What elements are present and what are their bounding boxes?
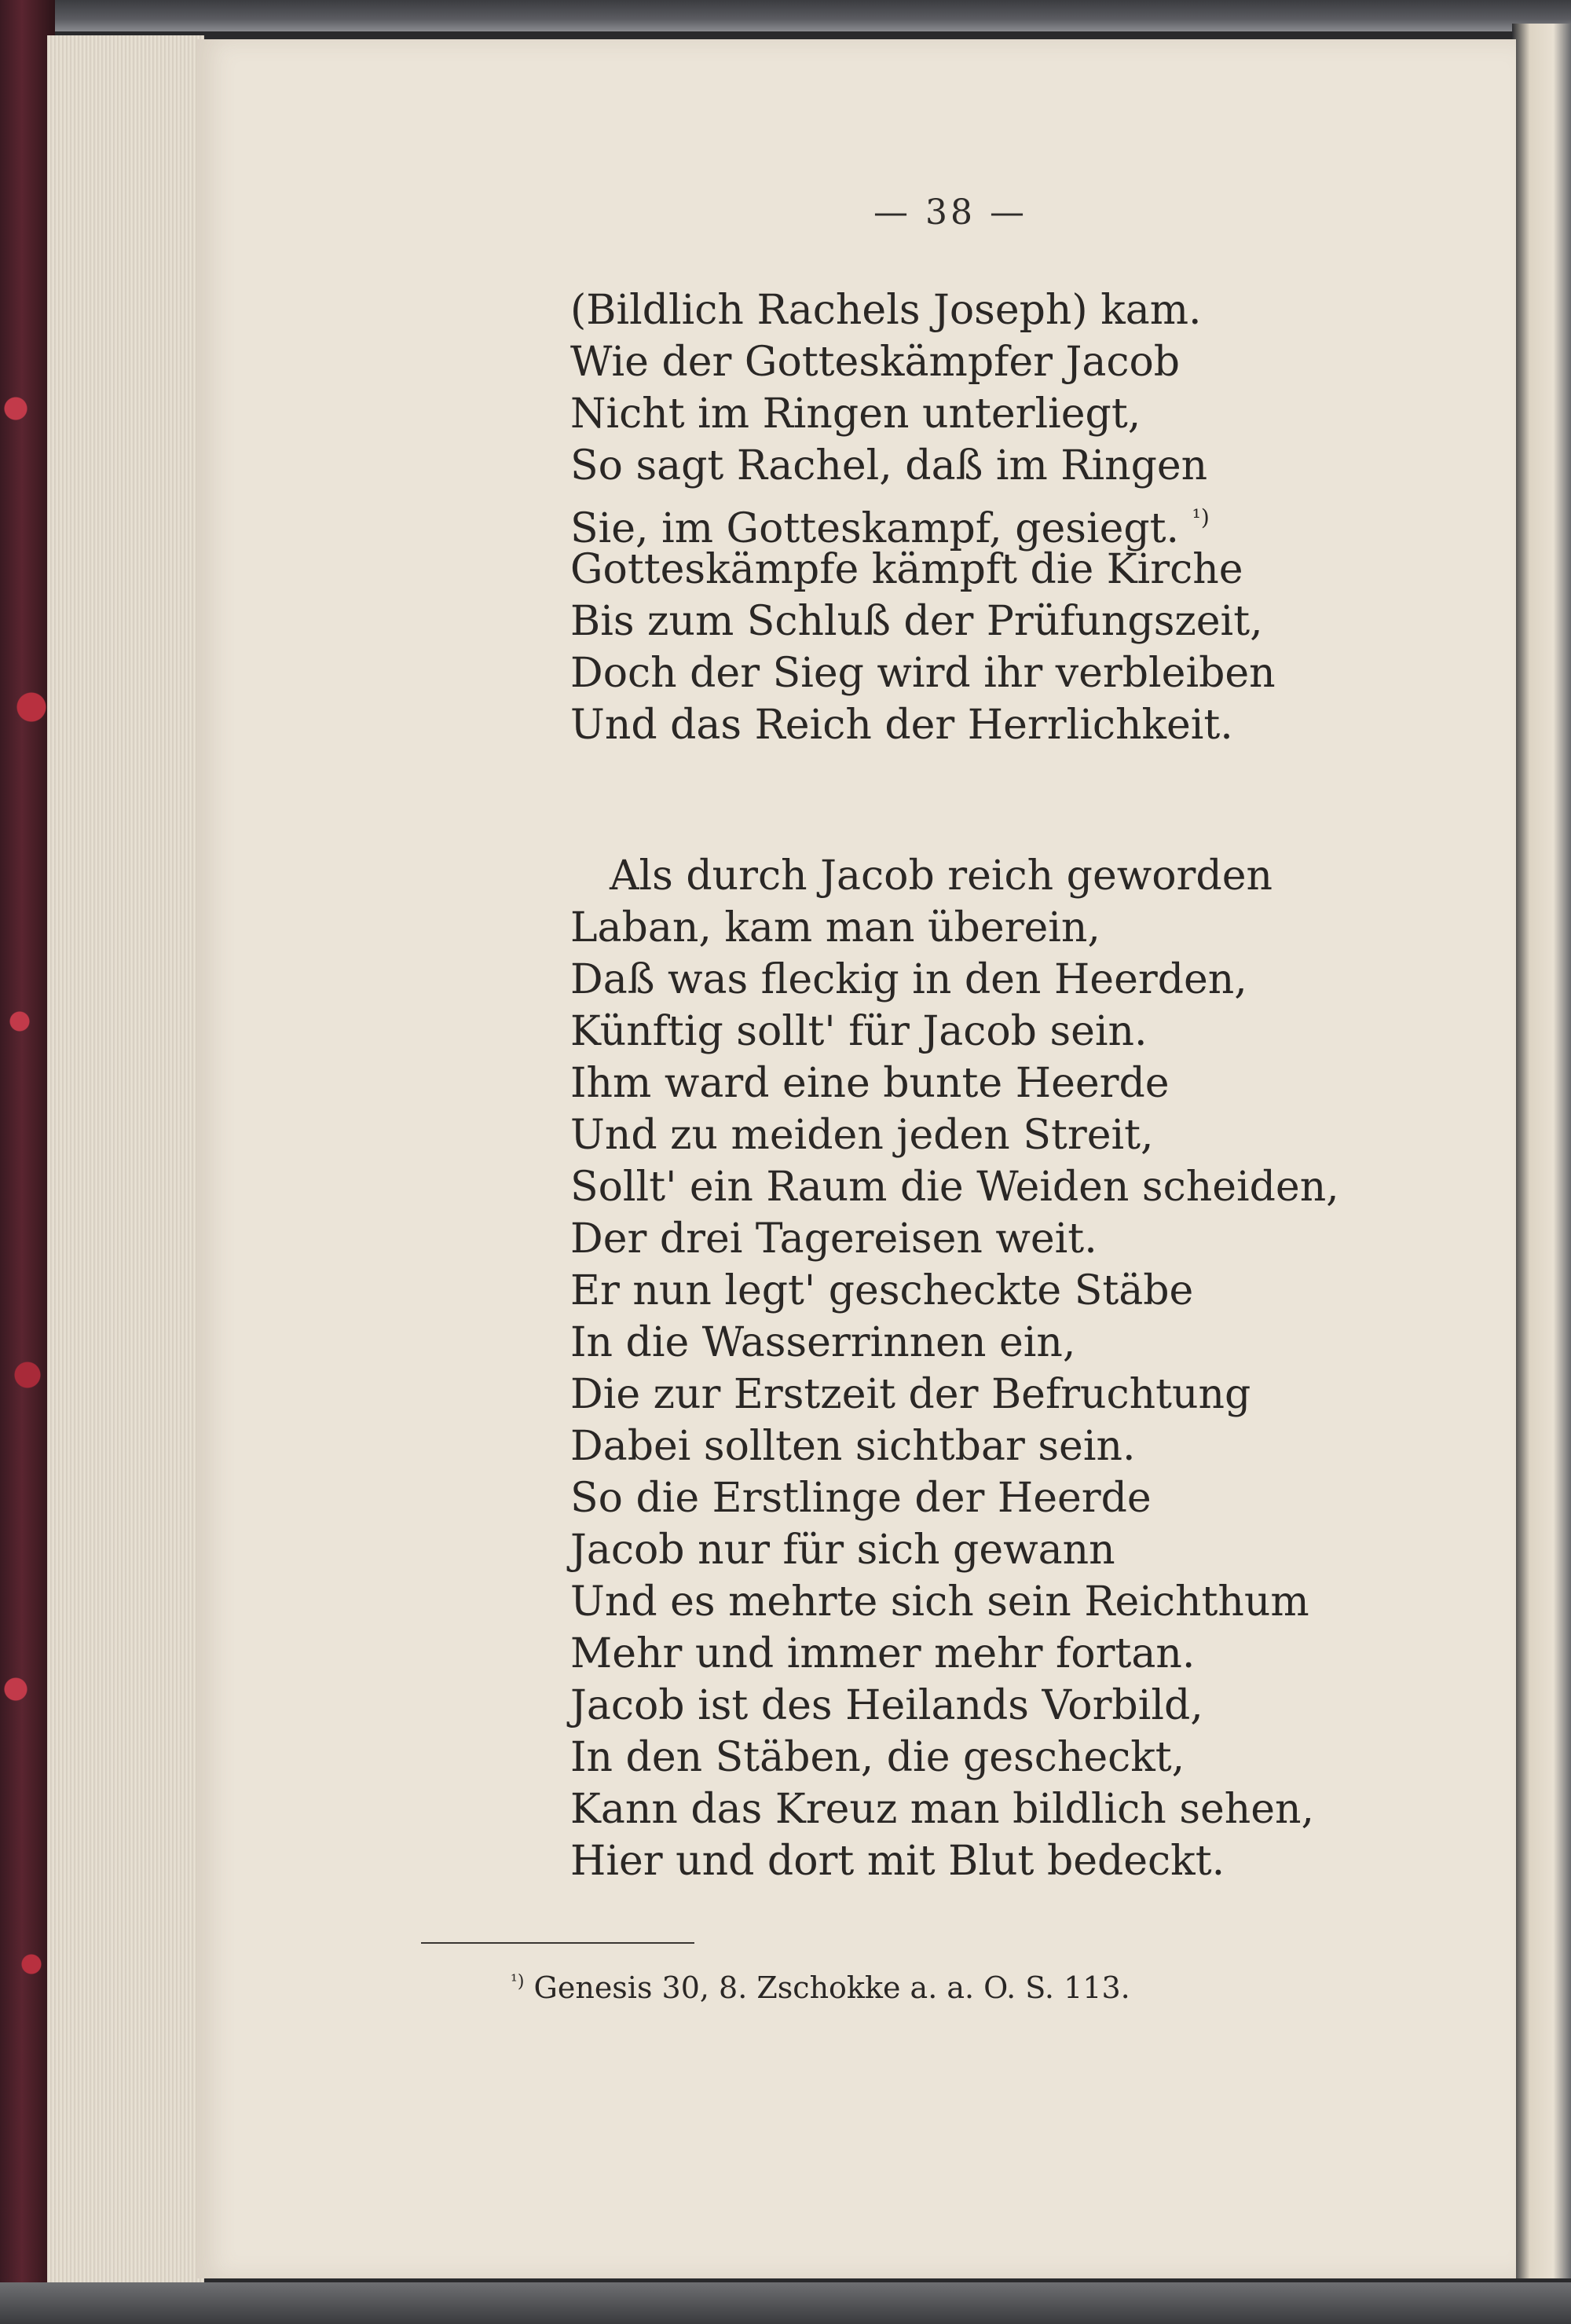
verse-line: In den Stäben, die gescheckt, xyxy=(570,1734,1185,1781)
book-bottom-edge xyxy=(0,2282,1571,2324)
footnote-reference: ¹) xyxy=(1192,504,1210,530)
page-number: — 38 — xyxy=(873,192,1027,233)
verse-line: Wie der Gotteskämpfer Jacob xyxy=(570,339,1181,386)
verse-line: Er nun legt' gescheckte Stäbe xyxy=(570,1267,1194,1314)
verse-line: So sagt Rachel, daß im Ringen xyxy=(570,442,1208,489)
verse-line: Sie, im Gotteskampf, gesiegt. xyxy=(570,505,1180,552)
verse-line: Dabei sollten sichtbar sein. xyxy=(570,1423,1136,1470)
verse-line: Hier und dort mit Blut bedeckt. xyxy=(570,1838,1225,1885)
verse-line: Laban, kam man überein, xyxy=(570,904,1100,951)
footnote xyxy=(511,1970,1130,2005)
verse-line: Und zu meiden jeden Streit, xyxy=(570,1112,1154,1159)
verse-line: Die zur Erstzeit der Befruchtung xyxy=(570,1371,1251,1418)
verse-line: Künftig sollt' für Jacob sein. xyxy=(570,1008,1148,1055)
footnote-divider xyxy=(421,1942,694,1944)
verse-line: Und das Reich der Herrlichkeit. xyxy=(570,702,1233,749)
verse-line: Bis zum Schluß der Prüfungszeit, xyxy=(570,598,1263,645)
verse-line: Jacob nur für sich gewann xyxy=(570,1527,1115,1574)
verse-line: Doch der Sieg wird ihr verbleiben xyxy=(570,650,1276,697)
verse-line: Mehr und immer mehr fortan. xyxy=(570,1630,1196,1677)
stanza-1 xyxy=(570,284,1276,751)
book-top-edge xyxy=(0,0,1571,31)
verse-line: Sollt' ein Raum die Weiden scheiden, xyxy=(570,1164,1339,1211)
verse-line: So die Erstlinge der Heerde xyxy=(570,1475,1152,1522)
verse-line-with-note xyxy=(570,492,1276,552)
verse-line: Als durch Jacob reich geworden xyxy=(610,852,1273,900)
verse-line: (Bildlich Rachels Joseph) kam. xyxy=(570,287,1202,334)
verse-line: Und es mehrte sich sein Reichthum xyxy=(570,1578,1309,1626)
verse-line: Jacob ist des Heilands Vorbild, xyxy=(570,1682,1203,1729)
verse-line: Ihm ward eine bunte Heerde xyxy=(570,1060,1170,1107)
verse-line: Der drei Tagereisen weit. xyxy=(570,1215,1097,1263)
footnote-mark: ¹) xyxy=(511,1972,525,1992)
page-stack-edge xyxy=(47,35,204,2282)
footnote-text: Genesis 30, 8. Zschokke a. a. O. S. 113. xyxy=(533,1970,1130,2005)
verse-line: Nicht im Ringen unterliegt, xyxy=(570,390,1141,438)
stanza-2 xyxy=(570,850,1339,1887)
book-right-edge xyxy=(1512,24,1571,2278)
verse-line: In die Wasserrinnen ein, xyxy=(570,1319,1076,1366)
verse-line: Kann das Kreuz man bildlich sehen, xyxy=(570,1786,1315,1833)
verse-line: Daß was fleckig in den Heerden, xyxy=(570,956,1247,1003)
verse-line: Gotteskämpfe kämpft die Kirche xyxy=(570,546,1243,593)
